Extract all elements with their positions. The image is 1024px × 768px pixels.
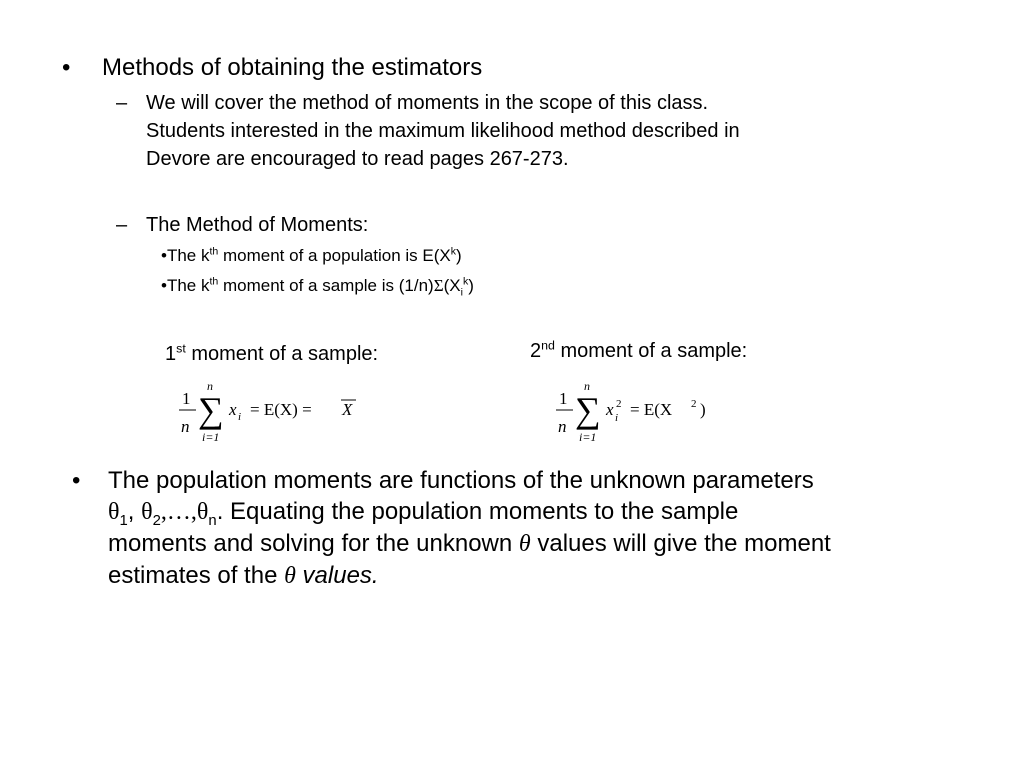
first-moment-equation: [176, 378, 376, 453]
summation-symbol: ∑: [575, 390, 601, 430]
superscript: k: [450, 245, 456, 258]
theta-symbol: θ: [141, 499, 153, 525]
bullet-marker: •: [72, 467, 81, 494]
theta-symbol: θ: [108, 499, 120, 525]
text-run: •The k: [161, 246, 210, 265]
sum-lower-limit: i=1: [202, 430, 220, 444]
sample-moment-item: [161, 275, 474, 297]
superscript: st: [176, 341, 186, 356]
text-run: ): [456, 246, 462, 265]
equation-rhs-close: ): [700, 400, 706, 419]
fraction-denominator: n: [181, 417, 190, 436]
text-run: ,: [127, 498, 142, 525]
fraction-denominator: n: [558, 417, 567, 436]
text-run: 1: [165, 343, 177, 365]
equation-rhs: = E(X: [630, 400, 673, 419]
text-run: ,…,: [160, 499, 197, 525]
theta-symbol: θ: [196, 499, 209, 525]
paragraph-line: Students interested in the maximum likelihood method described in: [146, 120, 740, 142]
text-run: values will give the moment: [530, 530, 831, 557]
subscript: 2: [152, 512, 161, 529]
index-subscript: i: [238, 411, 242, 423]
text-run: moment of a sample is (1/n): [218, 276, 434, 295]
power-superscript: 2: [691, 398, 697, 410]
subscript: i: [460, 286, 463, 299]
population-moment-item: [161, 245, 462, 267]
second-moment-equation: [553, 378, 723, 453]
paragraph-line: [108, 528, 831, 560]
fraction-numerator: 1: [559, 389, 568, 408]
superscript: nd: [541, 338, 555, 353]
sample-mean-symbol: X: [342, 400, 353, 419]
subscript: 1: [119, 512, 128, 529]
text-run: values.: [295, 562, 379, 589]
power-superscript: 2: [616, 398, 622, 410]
text-run: (X: [443, 276, 461, 295]
population-moments-paragraph: [108, 465, 831, 592]
sum-upper-limit: n: [207, 379, 213, 393]
paragraph-line: [108, 560, 831, 592]
paragraph-line: Devore are encouraged to read pages 267-273.: [146, 148, 569, 170]
paragraph-line: The population moments are functions of the unknown parameters: [108, 467, 814, 494]
index-subscript: i: [615, 412, 619, 424]
text-run: moment of a sample:: [554, 340, 748, 362]
variable-x: x: [606, 400, 614, 419]
variable-x: x: [229, 400, 237, 419]
dash-marker: –: [116, 92, 128, 114]
superscript: th: [209, 245, 219, 258]
superscript: th: [209, 275, 219, 288]
sum-lower-limit: i=1: [579, 430, 597, 444]
text-run: •The k: [161, 276, 210, 295]
method-scope-paragraph: [146, 89, 740, 173]
first-moment-label: [165, 340, 378, 368]
section-heading: Methods of obtaining the estimators: [102, 54, 483, 81]
bullet-marker: •: [62, 54, 71, 81]
superscript: k: [462, 275, 469, 288]
text-run: moments and solving for the unknown: [108, 530, 519, 557]
theta-symbol: θ: [518, 531, 531, 557]
paragraph-line: We will cover the method of moments in the scope of this class.: [146, 92, 709, 114]
text-run: moment of a population is E(X: [218, 246, 451, 265]
fraction-numerator: 1: [182, 389, 191, 408]
theta-symbol: θ: [284, 563, 296, 589]
text-run: ): [468, 276, 474, 295]
equation-rhs: = E(X) =: [250, 400, 312, 419]
subscript: n: [208, 512, 217, 529]
text-run: . Equating the population moments to the sample: [216, 498, 739, 525]
method-of-moments-heading: The Method of Moments:: [146, 214, 369, 236]
text-run: 2: [530, 340, 542, 362]
summation-symbol: ∑: [198, 390, 224, 430]
paragraph-line: [108, 496, 831, 528]
sigma-symbol: Σ: [433, 276, 444, 295]
text-run: moment of a sample:: [185, 343, 379, 365]
second-moment-label: [530, 337, 747, 365]
text-run: estimates of the: [108, 562, 285, 589]
sum-upper-limit: n: [584, 379, 590, 393]
dash-marker: –: [116, 214, 128, 236]
